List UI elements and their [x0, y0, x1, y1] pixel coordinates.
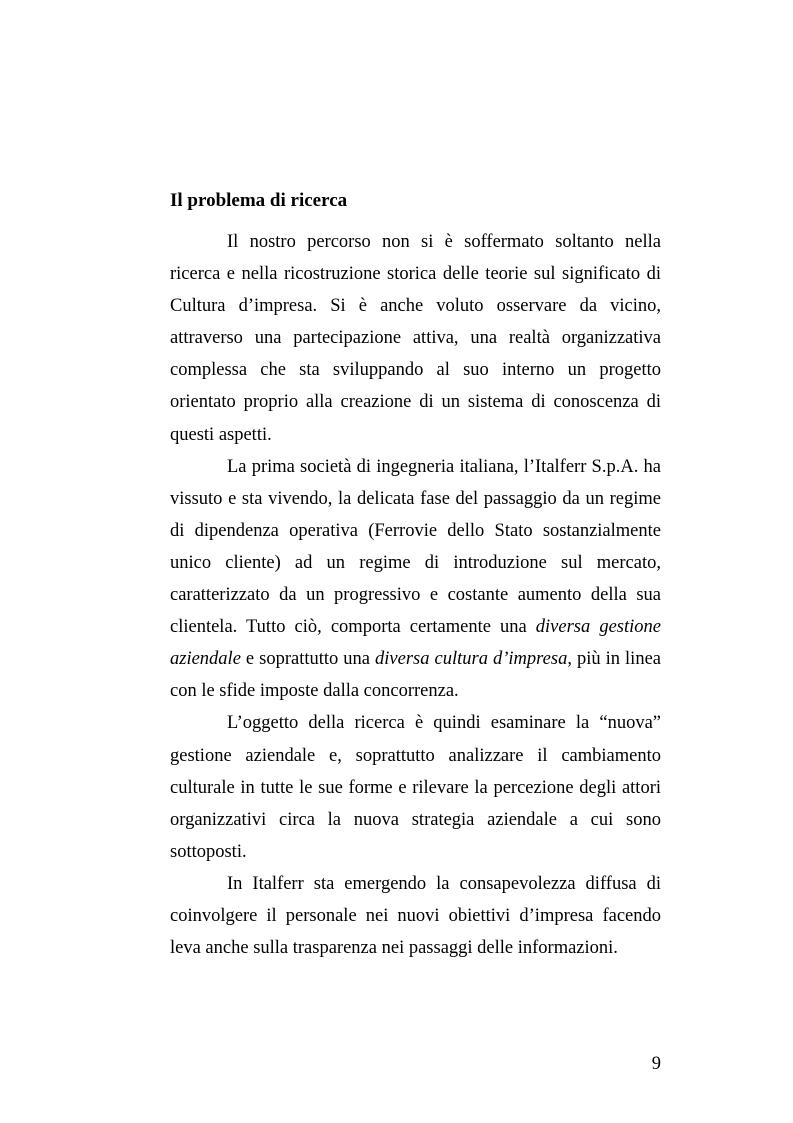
paragraph-1: Il nostro percorso non si è soffermato soltanto nella ricerca e nella ricostruzione storica delle teorie sul significato di Cultura d’impresa. Si è anche voluto osservare da vicino, attraverso una partecipazione attiva, una realtà organizzativa complessa che sta sviluppando al suo interno un progetto orientato proprio alla creazione di un sistema di conoscenza di questi aspetti.	[170, 232, 661, 445]
body-text	[170, 226, 661, 964]
paragraph-2-text-1: La prima società di ingegneria italiana, l’Italferr S.p.A. ha vissuto e sta vivendo, la delicata fase del passaggio da un regime di dipendenza operativa (Ferrovie dello Stato sostanzialmente unico cliente) ad un regime di introduzione sul mercato, caratterizzato da un progressivo e costante aumento della sua clientela. Tutto ciò, comporta certamente una	[170, 456, 661, 638]
paragraph-2-emphasis-1: diversa gestione aziendale	[170, 617, 661, 670]
section-heading: Il problema di ricerca	[170, 190, 348, 211]
paragraph-2-text-3: , più in linea con le sfide imposte dalla concorrenza.	[170, 649, 661, 702]
paragraph-2-emphasis-2: diversa cultura d’impresa	[375, 649, 568, 670]
page-number: 9	[651, 1054, 661, 1074]
paragraph-3: L’oggetto della ricerca è quindi esaminare la “nuova” gestione aziendale e, soprattutto analizzare il cambiamento culturale in tutte le sue forme e rilevare la percezione degli attori organizzativi circa la nuova strategia aziendale a cui sono sottoposti.	[170, 713, 661, 862]
paragraph-4: In Italferr sta emergendo la consapevolezza diffusa di coinvolgere il personale nei nuovi obiettivi d’impresa facendo leva anche sulla trasparenza nei passaggi delle informazioni.	[170, 873, 661, 959]
paragraph-2-text-2: e soprattutto una	[240, 649, 376, 670]
paragraph-2	[170, 451, 661, 708]
